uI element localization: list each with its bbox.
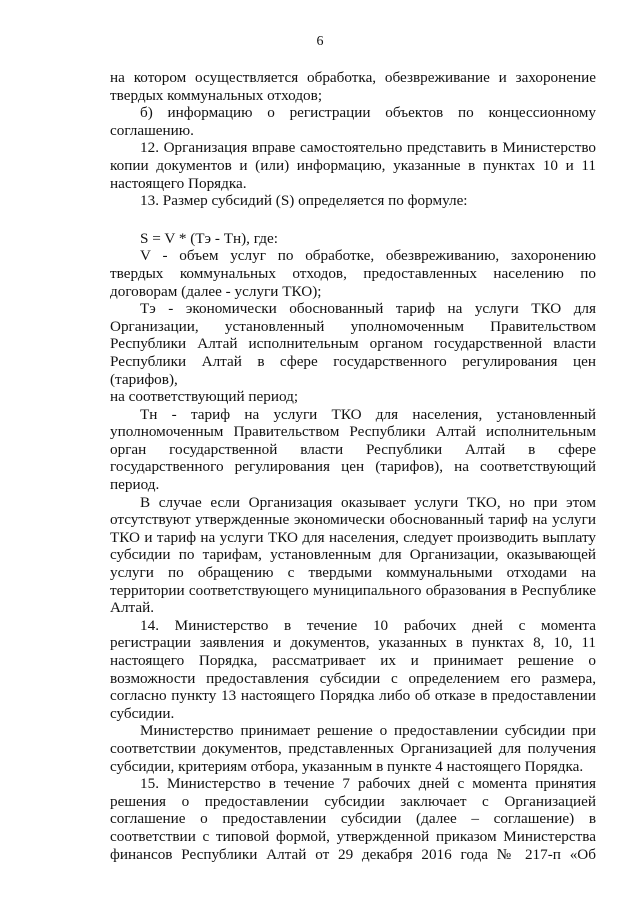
text-line: Тэ - экономически обоснованный тариф на услуги ТКО для xyxy=(140,300,596,318)
text-line: регистрации заявления и документов, указанных в пунктах 8, 10, 11 xyxy=(110,634,596,652)
text-line: финансов Республики Алтай от 29 декабря 2016 года № 217-п «Об xyxy=(110,845,596,863)
text-line: субсидии, критериям отбора, указанным в пункте 4 настоящего Порядка. xyxy=(110,757,584,775)
page-number: 6 xyxy=(316,34,324,49)
text-line: 15. Министерство в течение 7 рабочих дней с момента принятия xyxy=(140,775,596,793)
text-line: решения о предоставлении субсидии заключает с Организацией xyxy=(110,792,596,810)
text-line: орган государственной власти Республики Алтай в сфере xyxy=(110,440,596,458)
text-line: Министерство принимает решение о предоставлении субсидии при xyxy=(140,722,596,740)
blank-line xyxy=(110,210,596,230)
text-line: V - объем услуг по обработке, обезвреживанию, захоронению xyxy=(140,247,596,265)
text-line: на котором осуществляется обработка, обезвреживание и захоронение xyxy=(110,69,596,86)
document-body xyxy=(110,69,596,863)
text-line: 14. Министерство в течение 10 рабочих дней с момента xyxy=(140,616,596,634)
text-line: Республики Алтай в сфере государственного регулирования цен (тарифов), xyxy=(110,352,596,388)
text-line: территории соответствующего муниципального образования в Республике xyxy=(110,581,596,599)
text-line: соответствии с типовой формой, утвержденной приказом Министерства xyxy=(110,827,596,845)
text-line: договорам (далее - услуги ТКО); xyxy=(110,282,322,300)
text-line: твердых коммунальных отходов, предоставленных населению по xyxy=(110,264,596,282)
text-line: государственного регулирования цен (тарифов), на соответствующий xyxy=(110,458,596,476)
text-line: соглашению. xyxy=(110,121,194,139)
text-line: настоящего Порядка. xyxy=(110,174,247,192)
text-line: Организации, установленный уполномоченным Правительством xyxy=(110,317,596,335)
text-line: период. xyxy=(110,476,160,494)
text-line: 13. Размер субсидий (S) определяется по формуле: xyxy=(140,192,468,210)
text-line: согласно пункту 13 настоящего Порядка либо об отказе в предоставлении xyxy=(110,687,596,705)
text-line: соглашение о предоставлении субсидии (далее – соглашение) в xyxy=(110,810,596,828)
text-line: услуги по обращению с твердыми коммунальными отходами на xyxy=(110,564,596,582)
text-line: Алтай. xyxy=(110,599,155,617)
text-line: копии документов и (или) информацию, указанные в пунктах 10 и 11 xyxy=(110,156,596,174)
text-line: Республики Алтай исполнительным органом государственной власти xyxy=(110,335,596,353)
text-line: 12. Организация вправе самостоятельно представить в Министерство xyxy=(140,139,596,157)
text-line: уполномоченным Правительством Республики Алтай исполнительным xyxy=(110,423,596,441)
text-line: настоящего Порядка, рассматривает их и принимает решение о xyxy=(110,652,596,669)
text-line: В случае если Организация оказывает услуги ТКО, но при этом xyxy=(140,493,596,511)
text-line: б) информацию о регистрации объектов по концессионному xyxy=(140,104,596,122)
text-line: соответствии документов, представленных Организацией для получения xyxy=(110,739,596,757)
text-line: на соответствующий период; xyxy=(110,388,299,406)
text-line: ТКО и тариф на услуги ТКО для населения, следует производить выплату xyxy=(110,528,596,546)
text-line: твердых коммунальных отходов; xyxy=(110,86,323,104)
text-line: возможности предоставления субсидии с определением его размера, xyxy=(110,669,596,687)
text-line: субсидии. xyxy=(110,704,175,722)
text-line: S = V * (Тэ - Тн), где: xyxy=(140,229,278,247)
text-line: отсутствуют утвержденные экономически обоснованный тариф на услуги xyxy=(110,511,596,529)
text-line: субсидии по тарифам, установленным для Организации, оказывающей xyxy=(110,546,596,564)
text-line: Тн - тариф на услуги ТКО для населения, установленный xyxy=(140,405,596,423)
